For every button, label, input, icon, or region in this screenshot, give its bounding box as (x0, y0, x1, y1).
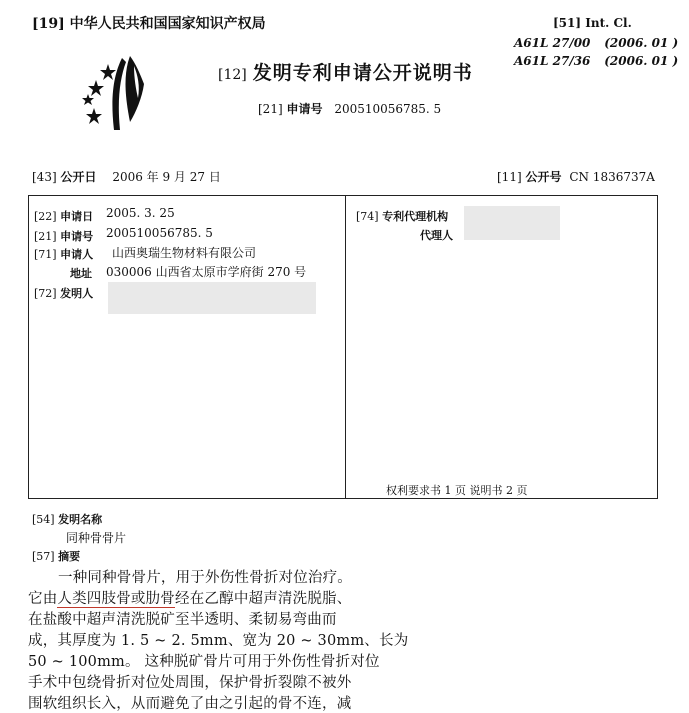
abstract-line-5: 50 ~ 100mm。 这种脱矿骨片可用于外伤性骨折对位 (28, 654, 380, 670)
app-no-label: 申请号 (286, 102, 323, 116)
filing-date-code: [22] (34, 210, 57, 223)
abstract-line-2 (28, 587, 351, 608)
inventor-redaction (108, 282, 316, 314)
agency-label: 专利代理机构 (382, 210, 449, 223)
title-code: [54] (32, 513, 55, 526)
applicant-value: 山西奥瑞生物材料有限公司 (112, 246, 257, 260)
abstract-line-6: 手术中包绕骨折对位处周围，保护骨折裂隙不被外 (28, 675, 352, 691)
page-count: 权利要求书 1 页 说明书 2 页 (386, 484, 528, 497)
applicant-code: [71] (34, 248, 57, 261)
invention-title: 同种骨骨片 (66, 531, 127, 545)
ipc2: A61L 27/36 (514, 54, 591, 68)
address-label: 地址 (70, 267, 92, 280)
app-no-heading (258, 100, 441, 117)
pub-no-value: CN 1836737A (569, 170, 655, 184)
filing-date-label: 申请日 (60, 210, 94, 223)
abstract-code: [57] (32, 550, 55, 563)
filing-date-row (34, 208, 93, 224)
inventor-row (34, 285, 93, 301)
abstract-line-2-pre: 它由 (28, 591, 58, 607)
pub-date (32, 168, 221, 185)
applicant-row (34, 246, 93, 262)
abstract-heading (32, 548, 80, 564)
abstract-line-7: 围软组织长入，从而避免了由之引起的骨不连，减 (28, 696, 352, 712)
ipc-line-1 (514, 36, 678, 50)
title-heading (32, 511, 102, 527)
abstract-line-2-post: 经在乙醇中超声清洗脱脂、 (175, 591, 352, 607)
box-left-border (28, 195, 29, 499)
abstract-line-4: 成，其厚度为 1. 5 ~ 2. 5mm、宽为 20 ~ 30mm、长为 (28, 633, 409, 649)
pub-date-value: 2006 年 9 月 27 日 (112, 170, 221, 184)
box-bottom-border (28, 498, 658, 499)
inventor-label: 发明人 (60, 287, 94, 300)
ipc1-date: (2006. 01 ) (604, 36, 679, 50)
abstract-underlined-phrase: 人类四肢骨或肋骨 (57, 591, 176, 607)
appno-row (34, 228, 93, 244)
office-code: [19] (32, 16, 65, 32)
pub-date-label: 公开日 (60, 170, 97, 184)
app-no-value: 200510056785. 5 (334, 102, 442, 116)
title-label: 发明名称 (58, 513, 103, 526)
agency-redaction (464, 206, 560, 240)
address-value: 030006 山西省太原市学府街 270 号 (106, 265, 307, 279)
appno-label: 申请号 (60, 230, 94, 243)
abstract-label: 摘要 (58, 550, 81, 563)
office-heading (32, 13, 266, 33)
ipc1: A61L 27/00 (514, 36, 591, 50)
box-right-border (657, 195, 658, 499)
int-cl-code: [51] (553, 16, 582, 30)
agent-label: 代理人 (420, 229, 453, 242)
abstract-line-3: 在盐酸中超声清洗脱矿至半透明、柔韧易弯曲而 (28, 612, 337, 628)
agency-code: [74] (356, 210, 379, 223)
applicant-label: 申请人 (60, 248, 94, 261)
doc-type: 发明专利申请公开说明书 (252, 62, 473, 84)
pub-no (497, 168, 655, 185)
appno-value: 200510056785. 5 (106, 226, 213, 240)
ipc2-date: (2006. 01 ) (604, 54, 679, 68)
appno-code: [21] (34, 230, 57, 243)
ipc-line-2 (514, 54, 678, 68)
doc-type-code: [12] (218, 67, 247, 83)
inventor-code: [72] (34, 287, 57, 300)
doc-type-heading (218, 58, 473, 85)
office-name: 中华人民共和国国家知识产权局 (69, 16, 266, 32)
pub-date-code: [43] (32, 170, 57, 184)
abstract-line-1: 一种同种骨骨片，用于外伤性骨折对位治疗。 (58, 570, 352, 586)
int-cl-heading (553, 16, 632, 30)
pub-no-code: [11] (497, 170, 522, 184)
app-no-code: [21] (258, 102, 283, 116)
filing-date-value: 2005. 3. 25 (106, 206, 175, 220)
box-top-border (28, 195, 658, 196)
int-cl-label: Int. Cl. (585, 16, 632, 30)
agency-row (356, 208, 448, 224)
pub-no-label: 公开号 (525, 170, 562, 184)
sipo-emblem-icon (70, 52, 160, 138)
box-middle-divider (345, 195, 346, 499)
